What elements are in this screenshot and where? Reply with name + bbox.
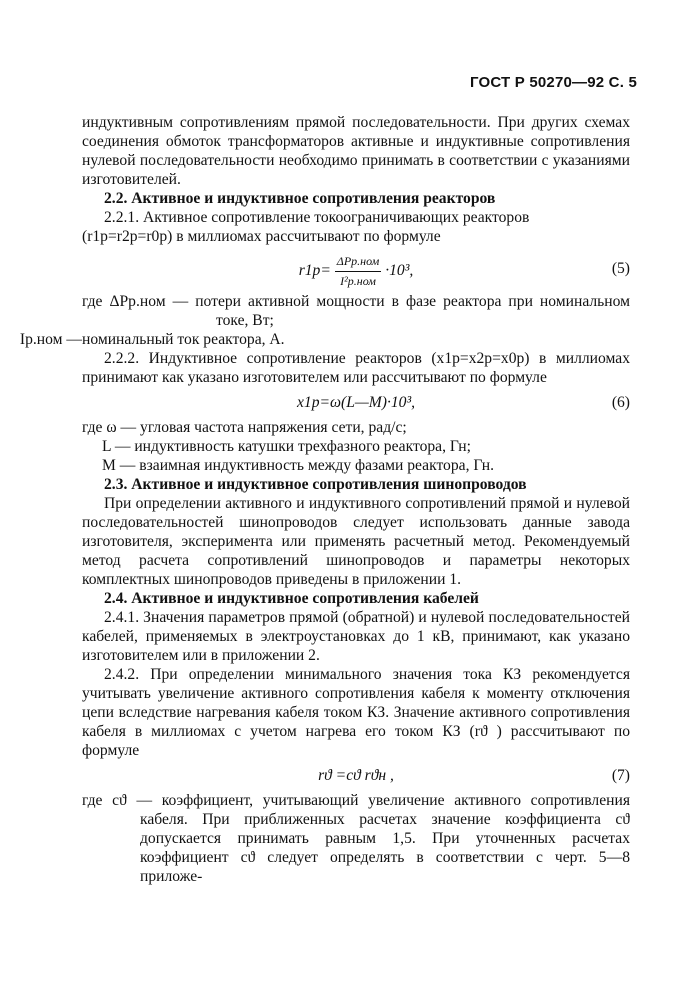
formula-7-number: (7) [611, 767, 630, 784]
formula-5-number: (5) [611, 260, 630, 277]
where-5-a-def: потери активной мощности в фазе реактора при номинальном токе, Вт; [195, 293, 630, 329]
section-heading-2-3: 2.3. Активное и индуктивное сопротивления шинопроводов [104, 476, 527, 493]
formula-6 [82, 389, 630, 416]
formula-6-expression: x1р=ω(L—M)·10³, [296, 394, 416, 411]
formula-5 [82, 248, 630, 290]
formula-7-expression: rϑ =cϑ rϑн , [318, 767, 394, 784]
where-6-c: M — взаимная индуктивность между фазами реактора, Гн. [102, 457, 495, 474]
formula-7 [82, 762, 630, 789]
paragraph-2-4-2: 2.4.2. При определении минимального значения тока КЗ рекомендуется учитывать увеличение активного сопротивления кабеля к моменту отключения цепи вследствие нагревания кабеля током КЗ. Значение активного сопротивления кабеля в миллиомах с учетом нагрева его током КЗ (rϑ ) рассчитывают по формуле [82, 666, 630, 759]
page-body [19, 113, 631, 886]
paragraph-2-4-1: 2.4.1. Значения параметров прямой (обратной) и нулевой последовательностей кабелей, применяемых в электроустановках до 1 кВ, принимают, как указано изготовителем или в приложении 2. [82, 609, 630, 664]
section-heading-2-4: 2.4. Активное и индуктивное сопротивления кабелей [104, 590, 479, 607]
where-5-b [19, 330, 630, 349]
formula-6-number: (6) [611, 394, 630, 411]
formula-5-numerator: ΔPр.ном [335, 252, 382, 272]
page-header: ГОСТ Р 50270—92 С. 5 [469, 74, 637, 91]
paragraph-2-2-1-b: (r1р=r2р=r0р) в миллиомах рассчитывают по формуле [82, 228, 441, 245]
paragraph-2-2-1-a: 2.2.1. Активное сопротивление токоограничивающих реакторов [104, 209, 530, 226]
formula-5-tail: ·10³, [385, 262, 414, 280]
where-5-a [82, 292, 630, 330]
where-7 [82, 791, 630, 886]
where-5-b-def: номинальный ток реактора, А. [82, 331, 285, 348]
formula-5-expression [82, 252, 630, 291]
where-7-def: коэффициент, учитывающий увеличение активного сопротивления кабеля. При приближенных расчетах значение коэффициента cϑ допускается принимать равным 1,5. При уточненных расчетах коэффициент cϑ следует определять в соответствии с черт. 5—8 приложе- [140, 792, 631, 885]
where-6-a: где ω — угловая частота напряжения сети, рад/с; [82, 419, 407, 436]
formula-5-denominator: I²р.ном [340, 274, 376, 288]
paragraph-2-3: При определении активного и индуктивного сопротивлений прямой и нулевой последовательностей шинопроводов следует использовать данные завода изготовителя, эксперимента или применять расчетный метод. Рекомендуемый метод расчета сопротивлений шинопроводов и параметры некоторых комплектных шинопроводов приведены в приложении 1. [82, 495, 630, 588]
where-5-a-term: где ΔPр.ном — [82, 293, 196, 310]
where-5-b-term: Iр.ном — [19, 331, 82, 348]
where-6-b: L — индуктивность катушки трехфазного реактора, Гн; [102, 438, 471, 455]
where-7-term: где cϑ — [82, 792, 162, 809]
formula-5-fraction [335, 252, 382, 291]
formula-5-left: r1р= [298, 262, 331, 280]
paragraph-continuation: индуктивным сопротивлениям прямой последовательности. При других схемах соединения обмоток трансформаторов активные и индуктивные сопротивления нулевой последовательности необходимо принимать в соответствии с указаниями изготовителей. [82, 114, 630, 188]
paragraph-2-2-2: 2.2.2. Индуктивное сопротивление реакторов (x1р=x2р=x0р) в миллиомах принимают как указано изготовителем или рассчитывают по формуле [82, 350, 630, 386]
section-heading-2-2: 2.2. Активное и индуктивное сопротивления реакторов [104, 190, 496, 207]
